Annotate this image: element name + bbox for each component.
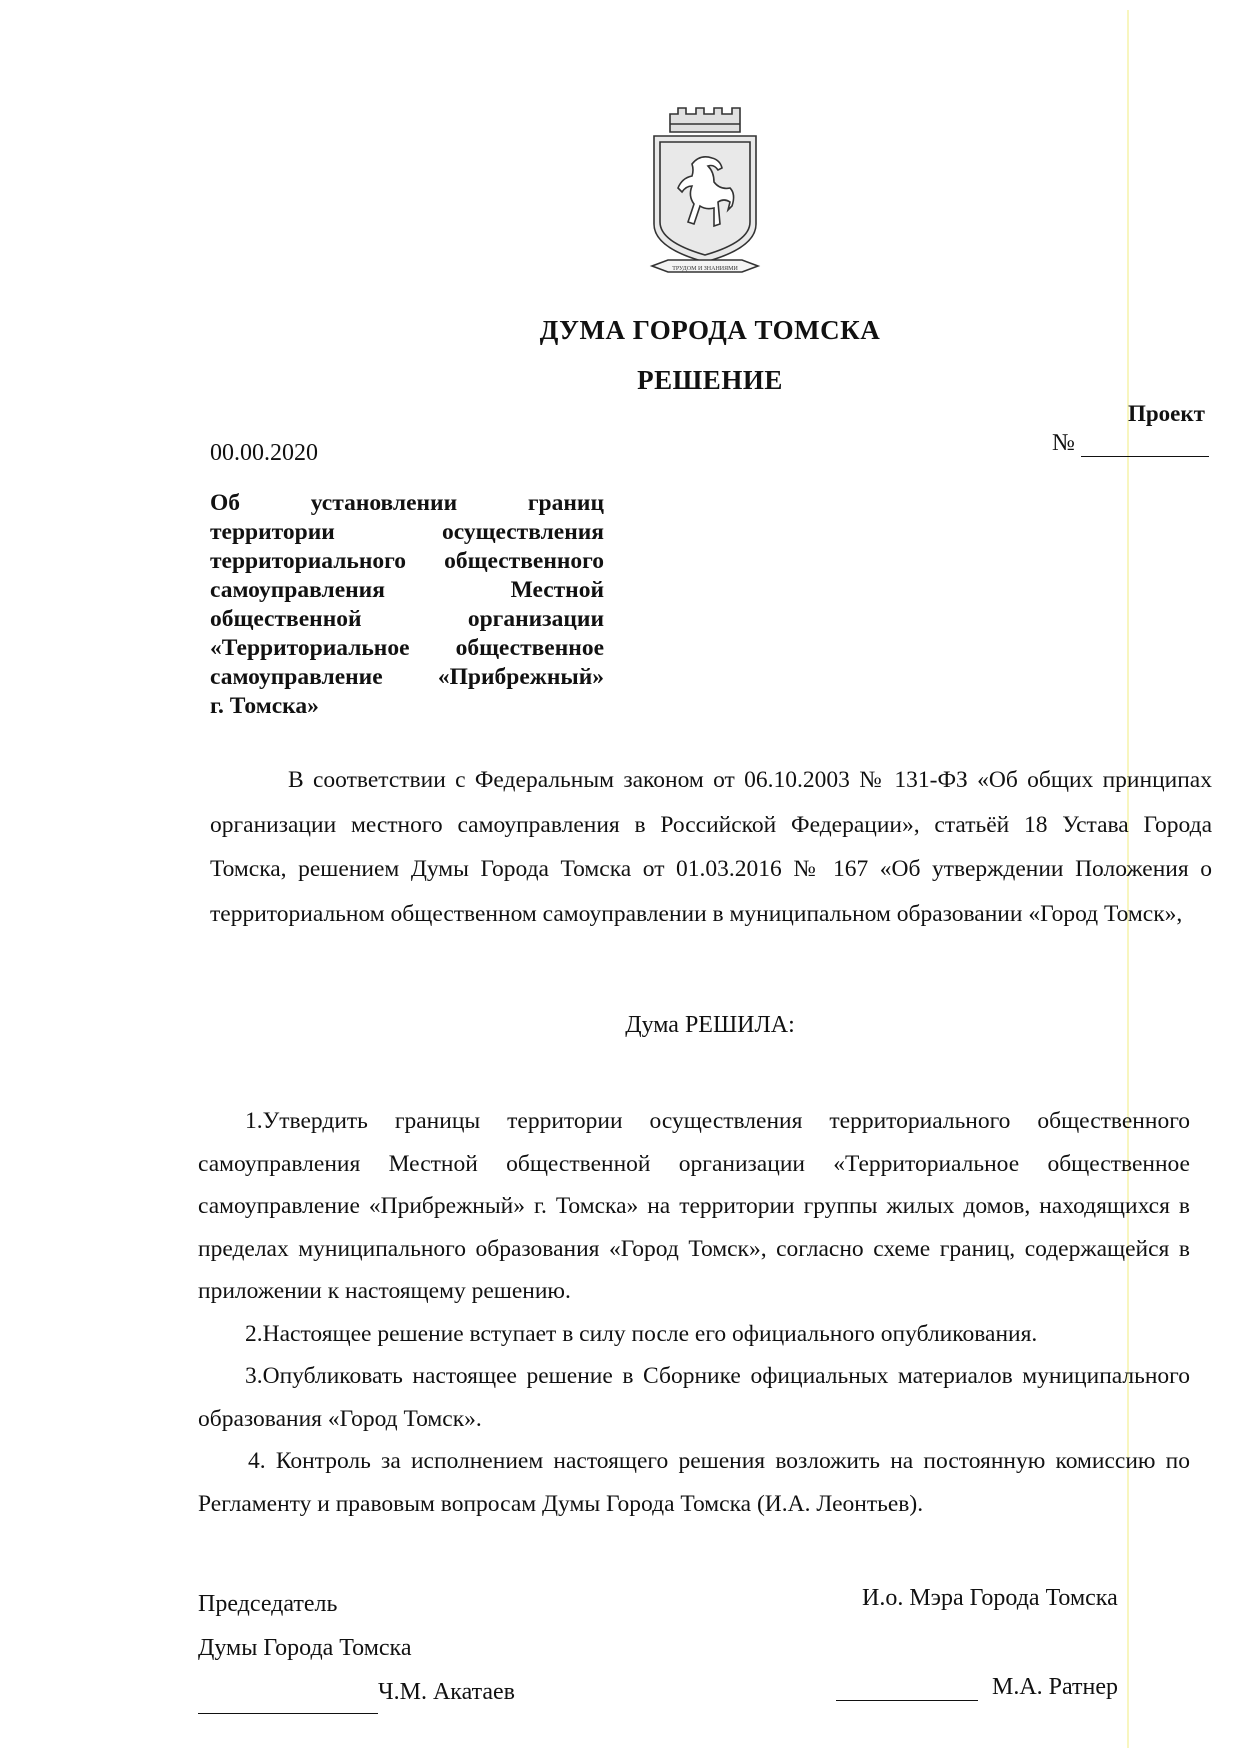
- subject-line: самоуправление «Прибрежный»: [210, 664, 604, 690]
- subject-line: территории осуществления: [210, 519, 604, 545]
- number-label: №: [1052, 430, 1075, 456]
- org-title: ДУМА ГОРОДА ТОМСКА: [539, 315, 881, 345]
- signature-block-chairman: [198, 1582, 515, 1714]
- resolution-item-2: 2.Настоящее решение вступает в силу после его официального опубликования.: [245, 1320, 1038, 1347]
- mayor-signature-row: [836, 1674, 1118, 1701]
- doc-type-title: РЕШЕНИЕ: [637, 365, 783, 395]
- document-date: 00.00.2020: [210, 440, 318, 466]
- resolution-items: [198, 1100, 1190, 1525]
- mayor-signature-line: [836, 1678, 978, 1701]
- subject-line: самоуправления Местной: [210, 577, 604, 603]
- draft-label: Проект: [1128, 401, 1205, 426]
- mayor-title: И.о. Мэра Города Томска: [862, 1585, 1118, 1611]
- tomsk-coat-of-arms-icon: [648, 106, 762, 282]
- subject-line: общественной организации: [210, 606, 604, 632]
- chairman-title-line-1: Председатель: [198, 1591, 338, 1617]
- document-number: [1052, 430, 1209, 457]
- chairman-title-line-2: Думы Города Томска: [198, 1635, 412, 1661]
- resolution-heading: Дума РЕШИЛА:: [625, 1012, 795, 1038]
- resolution-item-1: 1.Утвердить границы территории осуществления территориального общественного самоуправления Местной общественной организации «Территориальное общественное самоуправление «Прибрежный» г. Томска» на территории группы жилых домов, находящихся в пределах муниципального образования «Город Томск», согласно схеме границ, содержащейся в приложении к настоящему решению.: [198, 1108, 1190, 1304]
- mayor-name: М.А. Ратнер: [992, 1674, 1119, 1700]
- subject-line: г. Томска»: [210, 693, 319, 719]
- subject-block: [210, 489, 604, 721]
- subject-line: территориального общественного: [210, 548, 604, 574]
- preamble-paragraph: В соответствии с Федеральным законом от 06.10.2003 № 131-ФЗ «Об общих принципах организации местного самоуправления в Российской Федерации», статьёй 18 Устава Города Томска, решением Думы Города Томска от 01.03.2016 № 167 «Об утверждении Положения о территориальном общественном самоуправлении в муниципальном образовании «Город Томск»,: [210, 767, 1212, 927]
- resolution-item-4: 4. Контроль за исполнением настоящего решения возложить на постоянную комиссию по Регламенту и правовым вопросам Думы Города Томска (И.А. Леонтьев).: [198, 1448, 1190, 1517]
- number-blank-line: [1081, 434, 1209, 457]
- svg-text:ТРУДОМ И ЗНАНИЯМИ: ТРУДОМ И ЗНАНИЯМИ: [672, 266, 738, 272]
- resolution-item-3: 3.Опубликовать настоящее решение в Сборнике официальных материалов муниципального образования «Город Томск».: [198, 1363, 1190, 1432]
- chairman-signature-row: [198, 1670, 515, 1714]
- subject-line: «Территориальное общественное: [210, 635, 604, 661]
- subject-line: Об установлении границ: [210, 490, 604, 516]
- chairman-signature-line: [198, 1691, 378, 1714]
- chairman-name: Ч.М. Акатаев: [378, 1679, 516, 1705]
